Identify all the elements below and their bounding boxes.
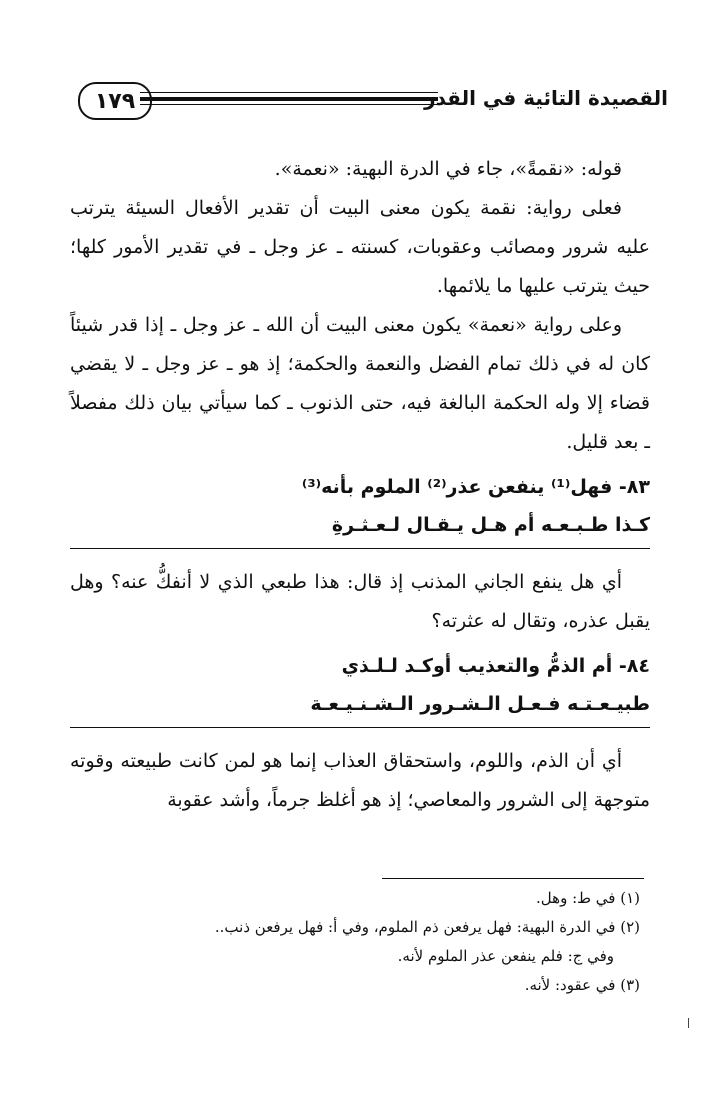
verse-line-1: ٨٤- أم الذمُّ والتعذيب أوكـد لـلـذي (341, 655, 650, 677)
verse-83 (70, 468, 650, 549)
footnotes (70, 884, 640, 1000)
verse-line-2: طبيـعـتـه فـعـل الـشـرور الـشـنـيـعـة (310, 693, 650, 715)
commentary: أي أن الذم، واللوم، واستحقاق العذاب إنما هو لمن كانت طبيعته وقوته متوجهة إلى الشرور والمعاصي؛ إذ هو أغلظ جرماً، وأشد عقوبة (70, 750, 650, 811)
verse-84 (70, 647, 650, 728)
verse-rule (70, 548, 650, 549)
paragraph: وعلى رواية «نعمة» يكون معنى البيت أن الله ـ عز وجل ـ إذا قدر شيئاً كان له في ذلك تمام الفضل والنعمة والحكمة؛ إذ هو ـ عز وجل ـ لا يقضي قضاء إلا وله الحكمة البالغة فيه، حتى الذنوب ـ كما سيأتي بيان ذلك مفصلاً ـ بعد قليل. (70, 314, 650, 453)
verse-line-2: كـذا طـبـعـه أم هـل يـقـال لـعـثـرةِ (331, 514, 650, 536)
footnote-continuation: وفي ج: فلم ينفعن عذر الملوم لأنه. (397, 947, 614, 965)
footnote: (٣) في عقود: لأنه. (524, 976, 640, 994)
commentary: أي هل ينفع الجاني المذنب إذ قال: هذا طبعي الذي لا أنفكُّ عنه؟ وهل يقبل عذره، وتقال له عثرته؟ (70, 571, 650, 632)
page-number: ١٧٩ (78, 82, 152, 120)
running-title: القصيدة التائية في القدر (424, 86, 668, 110)
main-text (70, 150, 650, 820)
verse-line-1: ٨٣- فهل⁽¹⁾ ينفعن عذر⁽²⁾ الملوم بأنه⁽³⁾ (301, 476, 650, 498)
scan-mark (688, 1018, 689, 1028)
paragraph: قوله: «نقمةً»، جاء في الدرة البهية: «نعمة». (274, 158, 622, 180)
footnote: (١) في ط: وهل. (536, 889, 640, 907)
verse-rule (70, 727, 650, 728)
footnote-rule (382, 878, 644, 879)
header-rule (140, 92, 438, 106)
footnote: (٢) في الدرة البهية: فهل يرفعن ذم الملوم، وفي أ: فهل يرفعن ذنب.. (214, 918, 640, 936)
paragraph: فعلى رواية: نقمة يكون معنى البيت أن تقدير الأفعال السيئة يترتب عليه شرور ومصائب وعقوبات، كسنته ـ عز وجل ـ في تقدير الأمور كلها؛ حيث يترتب عليها ما يلائمها. (70, 197, 650, 297)
page-header (78, 72, 668, 128)
